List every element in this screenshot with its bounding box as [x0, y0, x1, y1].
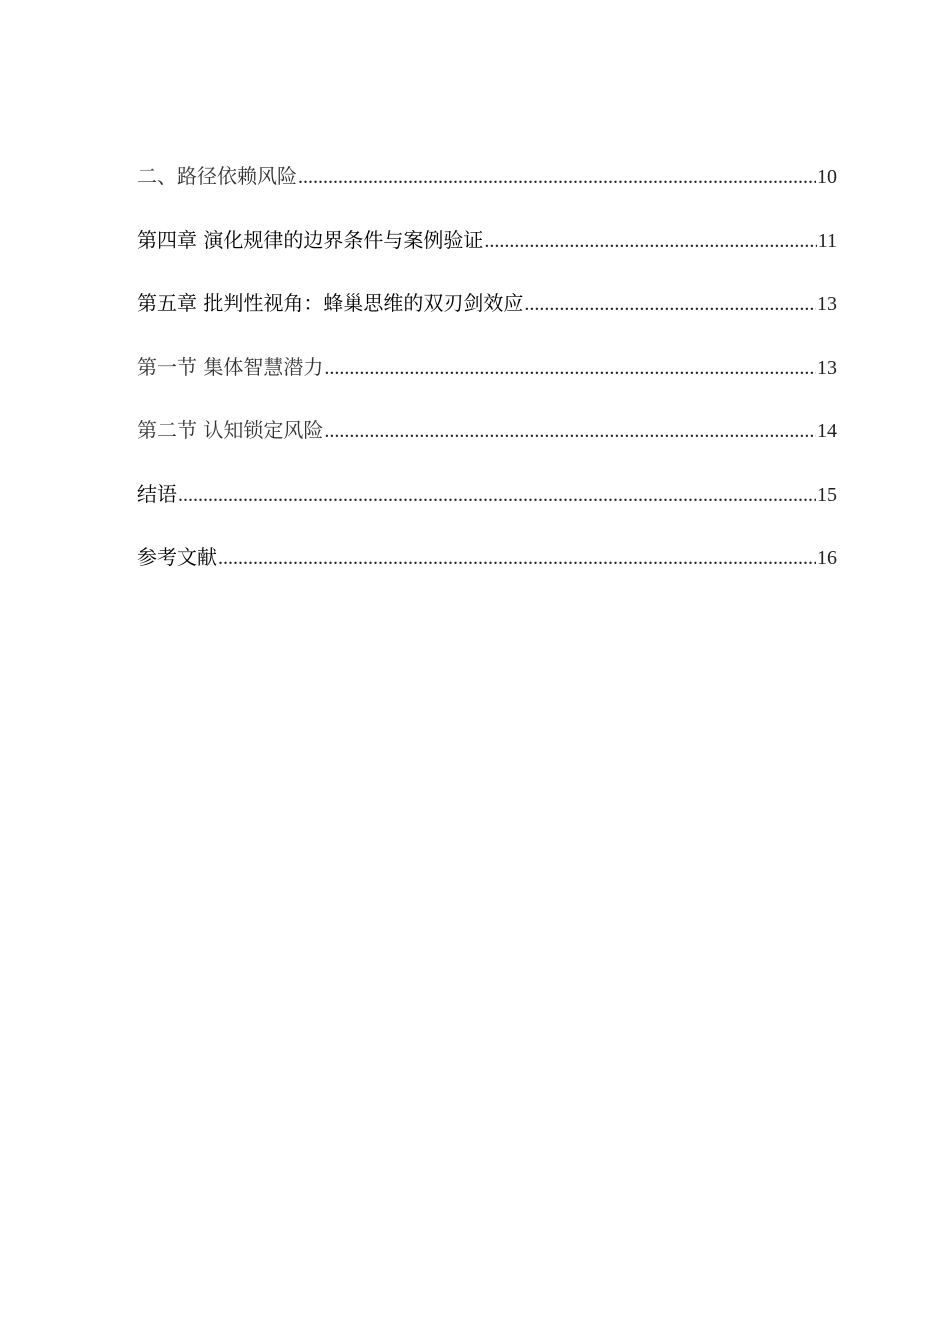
toc-entry-title: 参考文献 [137, 545, 217, 569]
toc-page-number: 13 [817, 293, 837, 315]
toc-entry[interactable] [137, 412, 837, 476]
toc-dot-leader [524, 286, 816, 322]
toc-page-number: 16 [817, 547, 837, 569]
toc-entry[interactable] [137, 349, 837, 413]
table-of-contents [137, 158, 837, 603]
toc-dot-leader [218, 540, 816, 576]
toc-entry[interactable] [137, 222, 837, 286]
toc-page-number: 14 [817, 420, 837, 442]
toc-entry-title: 第五章 批判性视角：蜂巢思维的双刃剑效应 [137, 291, 524, 315]
toc-dot-leader [178, 477, 816, 513]
toc-entry-title: 结语 [137, 481, 177, 506]
toc-entry-title: 第一节 集体智慧潜力 [137, 354, 324, 379]
toc-dot-leader [324, 350, 816, 386]
toc-dot-leader [298, 159, 816, 195]
toc-page-number: 10 [817, 166, 837, 188]
toc-entry-title: 二、路径依赖风险 [137, 164, 297, 188]
toc-entry-title: 第四章 演化规律的边界条件与案例验证 [137, 227, 484, 252]
toc-page-number: 15 [817, 483, 837, 506]
toc-dot-leader [484, 223, 816, 259]
toc-entry[interactable] [137, 539, 837, 603]
toc-dot-leader [324, 413, 816, 449]
toc-page-number: 11 [817, 229, 837, 252]
toc-entry-title: 第二节 认知锁定风险 [137, 418, 324, 442]
toc-entry[interactable] [137, 476, 837, 540]
toc-entry[interactable] [137, 158, 837, 222]
toc-page-number: 13 [817, 356, 837, 379]
toc-entry[interactable] [137, 285, 837, 349]
